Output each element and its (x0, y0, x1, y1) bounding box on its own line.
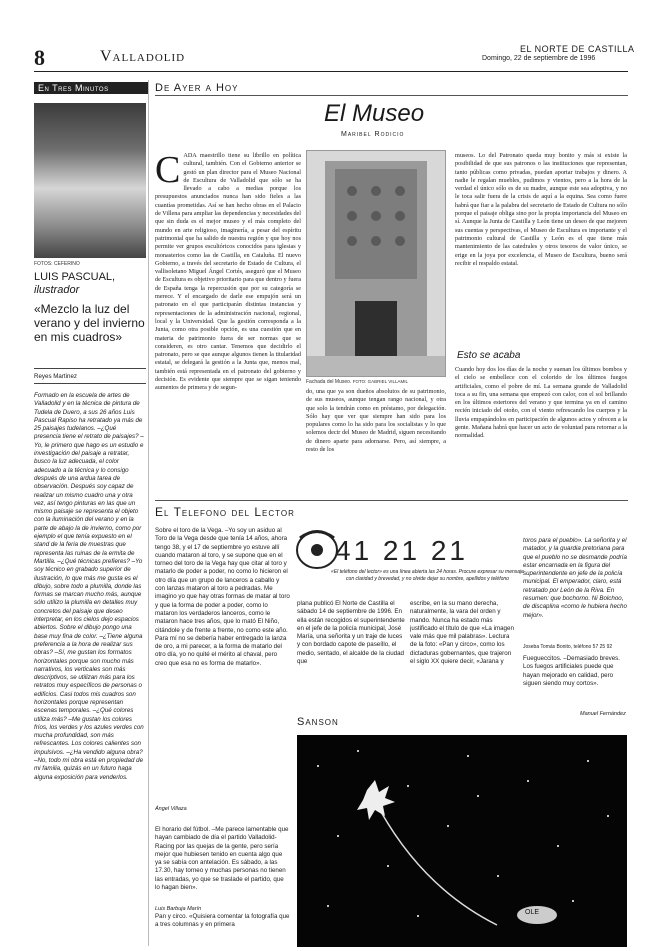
telefono-col1-author: Ángel Villaza (155, 806, 187, 812)
interview-text: Formado en la escuela de artes de Valladolid y en la técnica de pintura de Tudela de Duero, a sus 26 años Luis Pascual Rapiso ha retratado ya más de 25 paisajes tudelanos. –¿Qué presencia tiene el retrato de paisajes? –Yo, le primero que hago es un estudio e investigación del paisaje a retratar, busco la luz adecuada, el color adecuado a la técnica y lo consigo después de una ardua tarea de observación. Después soy capaz de realizar un mismo cuadro una y otra vez, así tengo pinturas en las que un mismo paisaje se representa el objeto con la iluminación del verano y en la parte de abajo la de invierno, como por ejemplo el que tenía expuesto en el stand de la feria de muestras que representa las ruinas de la ermita de Martilla. –¿Qué técnicas prefieres? –Yo soy técnico en grabado superior de ilustración, lo que más me gusta es el dibujo, sobre todo a plumilla, donde las formas se marcan mucho más, aunque sólo utilizo la plumilla en detalles muy concretos del paisaje que deseo interpretar, en los cielos dejo espacios abiertos. Sobre el dibujo pongo una base muy fina de color. –¿Tiene alguna preferencia a la hora de realizar sus obras? –Sí, me gustan los formatos horizontales porque son mucho más narrativos, los verticales son más descriptivos, se utilizan más para los retratos muy específicos de personas o edificios. Casi todos mis cuadros son horizontales porque representan escenas temporales. –¿Qué colores utiliza más? –Me gustan los colores fríos, los verdes y los azules verdes con mucha profundidad, son más refrescantes. Los colores calientes son impulsivos. –¿Ha vendido alguna obra? –No, todo mi obra está en propiedad de mi familia, quizás en un futuro haga alguna exposición para venderlos. (34, 392, 144, 781)
ayer-col3: museos. Lo del Patronato queda muy bonito y más si existe la posibilidad de que sus patronos o las instituciones que representan, tanto públicas como privadas, puedan aportar trabajos y dinero. A nadie le regalan muebles, pudimos y vientos, pero a la hora de la verdad el único sólo es de su madre, aunque este sea adoptiva, y no le toca salir fuera de la crisis de aquí a la equina. Sea como fuere habrá que fiar a la palabra del secretario de Estado de Cultura no sólo porque el paisaje obliga sino por la propia importancia del Museo en sí. Aunque la Junta de Castilla y León tiene un deseo de que mejoren sus cuentas y perspectivas, el Museo de Escultura es importante y el patrimonio cultural de Castilla y León es el que tiene más mantenimiento de las catedrales y otros tesoros de valor único, se erige en la joya por excelencia, el Museo de Escultura, bueno será recibir el respaldo estatal. (455, 152, 627, 267)
ayer-rule (155, 95, 628, 96)
sanson-cartoon (297, 735, 627, 947)
museum-photo (306, 150, 446, 377)
ayer-section-title: De Ayer a Hoy (155, 82, 239, 94)
interviewee-role: ilustrador (34, 284, 80, 296)
article-title: El Museo (324, 100, 425, 127)
photo-caption: Fachada del Museo. (306, 379, 352, 385)
telefono-col4b-author: Manuel Fernández (580, 711, 626, 717)
author-name: Reyes Martinez (34, 373, 77, 380)
ayer-col1 (155, 152, 301, 452)
issue-date: Domingo, 22 de septiembre de 1996 (482, 55, 596, 62)
telefono-rule (155, 500, 628, 501)
ayer-col3-lower: Cuando hoy dos los días de la noche y suenan los últimos bombos y el cielo se embellece con el colorido de los últimos fuegos artificiales, como el pobre de mí. La semana grande de Valladolid toca a su fin, una semana que empezó con calor, con el sol brillando en los últimos estertores del verano y que termina ya en el camino recién iniciado del otoño, con el viento refrescando los cuerpos y la lluvia empapándolos en participación de algunos actos y ofrecen a la gente. Mañana habrá que hacer un acto de voluntad para retornar a la normalidad. (455, 366, 627, 440)
ayer-col1-text: ADA maestrillo tiene su librillo en política cultural, también. Con el Gobierno anterior se gestó un plan director para el Museo Nacional de Escultura de Valladolid que sólo se ha llevado a cabo a medias porque los presupuestos anunciados nunca han sido fieles a las cuantías prometidas. Así se han hecho obras en el Palacio de Villena para ampliar las dependencias y necesidades del que sin duda es el mejor museo y el más completo del mundo en arte religioso, imaginería, a pesar del espíritu patrimonial que ha salido de nuestra región y que hoy nos permite ver grupos escultóricos conocidos para iglesias y monasterios como las de Castilla, en Cataluña. El nuevo Gobierno, a través del secretario de Estado de Cultura, el vallisoletano Miguel Ángel Cortés, aseguró que el Museo de Escultura es objetivo prioritario para que dentro y fuera de España tenga la repercusión que por su categoría se merece. Y el encargado de darle ese empujón será un patronato en el que participarán distintas instancias y representaciones de la administración nacional, regional, local y la Universidad. Que la gestión corresponda a la Junta, como otra posible opción, es una cuestión que en materia de patrimonio fuera de ser normas que se consideren, es otro cantar. Tenemos que decidirlo el patronato, pero se que aunque algunos tienen la titularidad estatal, se delegará la gestión a la Junta que, menos mal, también está representada en el patronato del gobierno y decisión. Es evidente que siempre que se sigan teniendo aumentos de primera y de segun- (155, 152, 301, 392)
telefono-col1: Sobre el toro de la Vega. –Yo soy un asiduo al Toro de la Vega desde que tenía 14 años, ahora tengo 38, y el 17 de septiembre yo estuve allí cuando mataron al toro, y se supone que en el torneo del toro de la Vega hay que citar al toro y matarlo de poder a poder, no como lo hicieron el otro día que un grupo de lanceros a caballo y con lanzas mataron al toro a pedradas. Me imagino yo que hay otras formas de matar al toro y que la forma de poder a poder, como lo mataron los verdaderos lanceros, como le mataron hace tres años, que lo mató El Niño, citándole y de frente a frente, no como este año. Para mí no se debería haber entregado la lanza de oro, a mi parecer, a la forma de matarlo del otro día, yo no quité el mérito al chaval, pero creo que esa no es forma de matarlo». (155, 527, 290, 667)
telefono-col3: escribe, en la su mano derecha, naturalmente, la vara del orden y mando. Nunca ha estado más justificado el título de que «La imagen vale más que mil palabras». Lectura de la foto: «Pan y circo», como los dictaduras gobernantes, que trajeron el siglo XX quiere decir, «Jarana y (410, 600, 514, 666)
firework-drawing (297, 735, 627, 947)
museum-photo-credit: FOTO: GABRIEL VILLAMIL (352, 379, 408, 384)
telefono-section-title: El Telefono del Lector (155, 505, 295, 519)
ayer-col2-lower: do, una que ya son dueños absolutos de su patrimonio, de sus museos, aunque tengan rango nacional, y otra que solo la tendrán como en préstamo, por delegación. Sólo hay que ver que siempre han sido para los populares como lo ha sido para los socialistas y lo que solemos decir del Museo de Madrid, siguen necesitando de dinero aparte para adornarse. Pero, así siempre, a resto de los (306, 388, 446, 452)
telefono-col1b-author: Luis Barbuja Marín (155, 906, 202, 912)
photo-credit: FOTOS: CEFERINO (34, 261, 80, 267)
phone-subtext: «El teléfono del lector» es una línea abierta las 24 horas. Procure expresar su mensaje con claridad y brevedad, y no olvide dejar su nombre, apellidos y teléfono (331, 569, 524, 582)
portrait-photo (34, 103, 146, 258)
drop-cap: C (155, 152, 181, 191)
section-title: Valladolid (100, 48, 186, 65)
telefono-col1b: El horario del fútbol. –Me parece lamentable que hayan cambiado de día el partido Valladolid-Racing por las quejas de la gente, pero sería mejor que hubiesen tenido en cuenta algo que ya se sabía con antelación. Es sábado, a las 17.30, hay torneo y muchas personas no tienen las entradas, yo que se traslade el partido, que lo hagan bien». (155, 826, 289, 892)
author-rule (34, 383, 146, 384)
page-number: 8 (34, 45, 45, 70)
interviewee-name: LUIS PASCUAL, (34, 271, 116, 283)
pull-quote: «Mezclo la luz del verano y del invierno en mis cuadros» (34, 302, 145, 344)
cartoon-label: OLE (525, 909, 540, 916)
telefono-col4: toros para el pueblo». La señorita y el matador, y la guardia pretoriana para que el pueblo no se desmande podría estar encarnada en la figura del superintendente en jefe de la policía municipal. El emperador, claro, está retratado por León de la Riva. En resumen: que bochorno. Ni Bolchoo, de discaplina «como le hubiera hecho mejor». (523, 537, 627, 619)
quote-rule (34, 368, 146, 369)
sanson-title: Sanson (297, 716, 339, 728)
feature-label: En Tres Minutos (34, 82, 148, 94)
article-byline: Maribel Rodicio (341, 131, 405, 138)
telefono-col4b: Fuegueccitos. –Demasiado breves. Los fuegos artificiales puede que hayan mejorado en calidad, pero siguen siendo muy cortos». (523, 655, 620, 687)
photo-caption-line (306, 378, 408, 386)
header-rule (34, 71, 628, 72)
telefono-col2: plana publicó El Norte de Castilla el sábado 14 de septiembre de 1996. En ella están recogidos el superintendente en el jefe de la policía municipal, José María, una señorita y un traje de luces y con bordado capote de paseíllo, el medio, sentado, el alcalde de la ciudad que (297, 600, 405, 666)
newspaper-name: EL NORTE DE CASTILLA (520, 44, 635, 54)
column-divider (148, 80, 149, 946)
museum-facade-illustration (307, 151, 445, 376)
telefono-col1c: Pan y circo. «Quisiera comentar la fotografía que a tres columnas y en primera (155, 913, 290, 929)
subhead: Esto se acaba (457, 350, 521, 361)
telefono-col4-author: Joseba Tomás Bonito, teléfono 57 25 92 (523, 644, 613, 650)
phone-number: 41 21 21 (335, 535, 468, 566)
